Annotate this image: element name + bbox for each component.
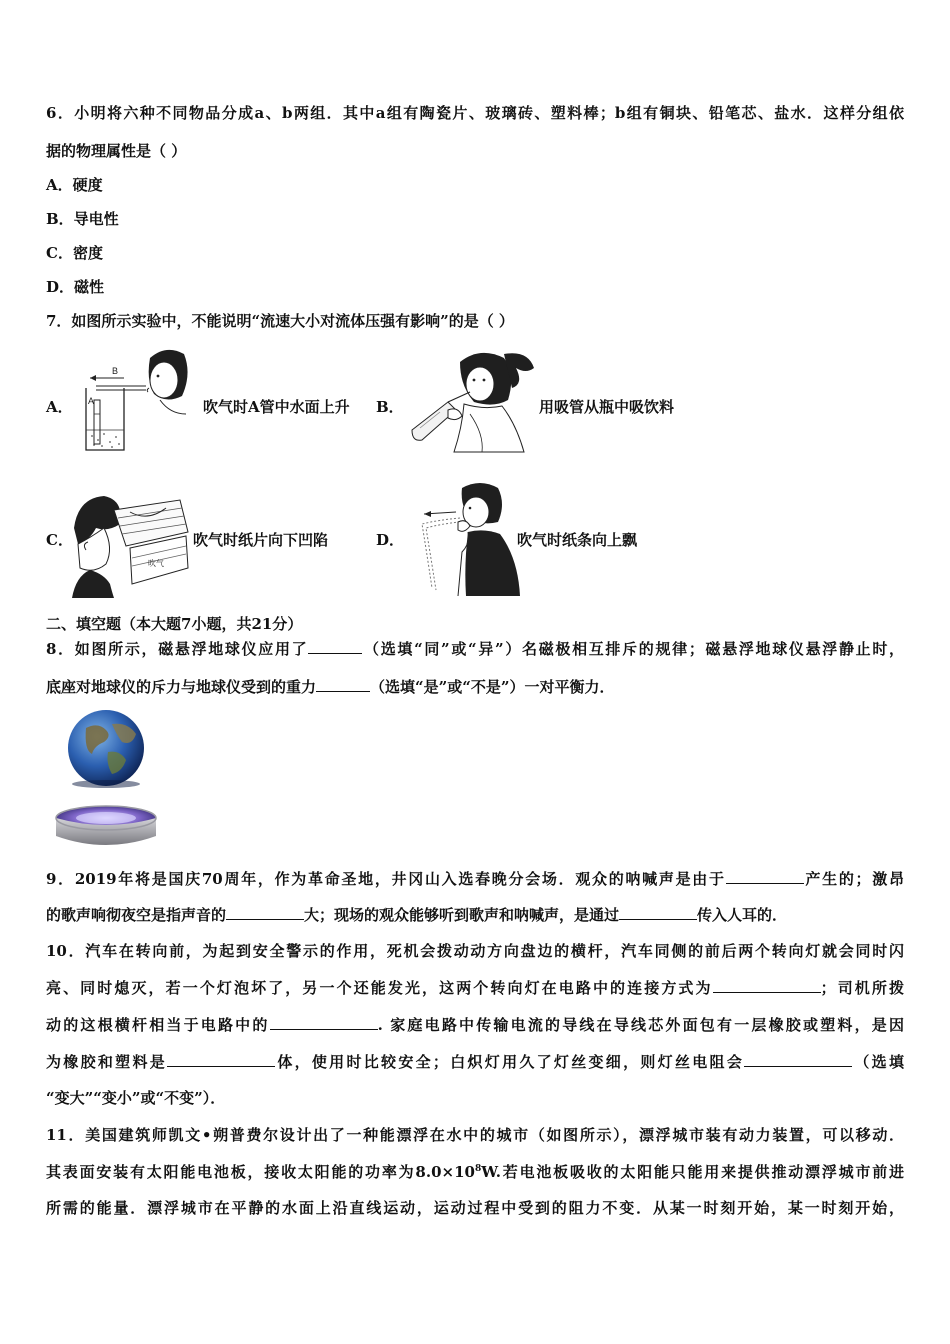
- q7-option-c-text: 吹气时纸片向下凹陷: [193, 531, 329, 549]
- q7-figure-a: [74, 344, 196, 456]
- q10-line4: [46, 1051, 904, 1072]
- q8-line2: [46, 676, 615, 697]
- q11-line2-text-b: W.若电池板吸收的太阳能只能用来提供推动漂浮城市前进: [481, 1163, 905, 1181]
- q10-line1: 10．汽车在转向前，为起到安全警示的作用，死机会拨动动方向盘边的横杆，汽车同侧的前后两个转向灯就会同时闪: [46, 942, 904, 960]
- q7-figure-c: [70, 488, 194, 598]
- q10-line4-text-a: 为橡胶和塑料是: [46, 1053, 168, 1071]
- q9-blank-1[interactable]: [726, 869, 804, 884]
- q10-line4-text-c: （选填: [852, 1053, 904, 1071]
- q8-line2-text-b: （选填“是”或“不是”）一对平衡力．: [370, 678, 615, 696]
- maglev-globe-figure: [46, 706, 170, 854]
- q8-line2-text-a: 底座对地球仪的斥力与地球仪受到的重力: [46, 678, 317, 696]
- q7-fig-a-label-a: A: [88, 396, 95, 406]
- q7-option-c-letter: C．: [46, 531, 73, 549]
- q11-line2-text-a: 其表面安装有太阳能电池板，接收太阳能的功率为8.0×10: [46, 1163, 475, 1181]
- q7-option-d-letter: D．: [376, 531, 405, 549]
- q7-option-b-letter: B．: [376, 398, 404, 416]
- q7-figure-d: [404, 478, 522, 596]
- q10-line3-text-a: 动的这根横杆相当于电路中的: [46, 1016, 270, 1034]
- q9-line2-text-a: 的歌声响彻夜空是指声音的: [46, 906, 227, 924]
- q10-blank-4[interactable]: [744, 1052, 852, 1067]
- q10-line3-text-b: . 家庭电路中传输电流的导线在导线芯外面包有一层橡胶或塑料，是因: [377, 1016, 904, 1034]
- q7-figure-b: [404, 344, 536, 456]
- q10-line2: [46, 977, 904, 998]
- q10-line3: [46, 1014, 904, 1035]
- q10-line2-text-a: 亮、同时熄灭，若一个灯泡坏了，另一个还能发光，这两个转向灯在电路中的连接方式为: [46, 979, 713, 997]
- q9-blank-3[interactable]: [619, 905, 697, 920]
- q11-line3: 所需的能量．漂浮城市在平静的水面上沿直线运动，运动过程中受到的阻力不变．从某一时刻开始，某一时刻开始，: [46, 1199, 904, 1217]
- q10-line4-text-b: 体，使用时比较安全；白炽灯用久了灯丝变细，则灯丝电阻会: [275, 1053, 745, 1071]
- q7-option-a-text: 吹气时A管中水面上升: [203, 398, 350, 416]
- q6-option-a: A．硬度: [46, 176, 103, 194]
- q6-option-b: B．导电性: [46, 210, 119, 228]
- q6-stem-line2: 据的物理属性是（ ）: [46, 142, 187, 160]
- q7-option-a-letter: A．: [46, 398, 73, 416]
- q9-line1-text-b: 产生的；激昂: [803, 870, 904, 888]
- q6-stem-line1: 6．小明将六种不同物品分成a、b两组．其中a组有陶瓷片、玻璃砖、塑料棒；b组有铜块、铅笔芯、盐水．这样分组依: [46, 104, 904, 122]
- q7-stem: 7．如图所示实验中，不能说明“流速大小对流体压强有影响”的是（ ）: [46, 312, 514, 330]
- q9-line1: [46, 868, 904, 889]
- q9-line2-text-b: 大；现场的观众能够听到歌声和呐喊声，是通过: [304, 906, 620, 924]
- q8-blank-1[interactable]: [308, 639, 362, 654]
- q7-option-d-text: 吹气时纸条向上飘: [517, 531, 638, 549]
- q9-line2: [46, 904, 787, 925]
- q9-line1-text-a: 9．2019年将是国庆70周年，作为革命圣地，井冈山入选春晚分会场．观众的呐喊声是由于: [46, 870, 726, 888]
- q8-blank-2[interactable]: [316, 677, 370, 692]
- q9-line2-text-c: 传入人耳的．: [697, 906, 788, 924]
- q6-option-d: D．磁性: [46, 278, 105, 296]
- q10-blank-1[interactable]: [713, 978, 821, 993]
- section-heading: 二、填空题（本大题7小题，共21分）: [46, 615, 303, 633]
- q7-option-b-text: 用吸管从瓶中吸饮料: [539, 398, 675, 416]
- q10-blank-2[interactable]: [270, 1015, 378, 1030]
- q8-line1-text-b: （选填“同”或“异”）名磁极相互排斥的规律；磁悬浮地球仪悬浮静止时，: [362, 640, 904, 658]
- q7-fig-a-label-b: B: [112, 366, 119, 376]
- q10-blank-3[interactable]: [167, 1052, 275, 1067]
- q9-blank-2[interactable]: [226, 905, 304, 920]
- q11-line1: 11．美国建筑师凯文•朔普费尔设计出了一种能漂浮在水中的城市（如图所示），漂浮城市装有动力装置，可以移动．: [46, 1126, 904, 1144]
- q10-line2-text-b: ；司机所拨: [820, 979, 904, 997]
- q11-line2-exponent: 8: [474, 1164, 482, 1174]
- q7-fig-c-label: 吹气: [148, 559, 164, 568]
- q8-line1-text-a: 8．如图所示，磁悬浮地球仪应用了: [46, 640, 309, 658]
- q11-line2: [46, 1161, 904, 1182]
- q8-line1: [46, 638, 904, 659]
- q10-line5: “变大”“变小”或“不变”）．: [46, 1089, 226, 1107]
- q6-option-c: C．密度: [46, 244, 103, 262]
